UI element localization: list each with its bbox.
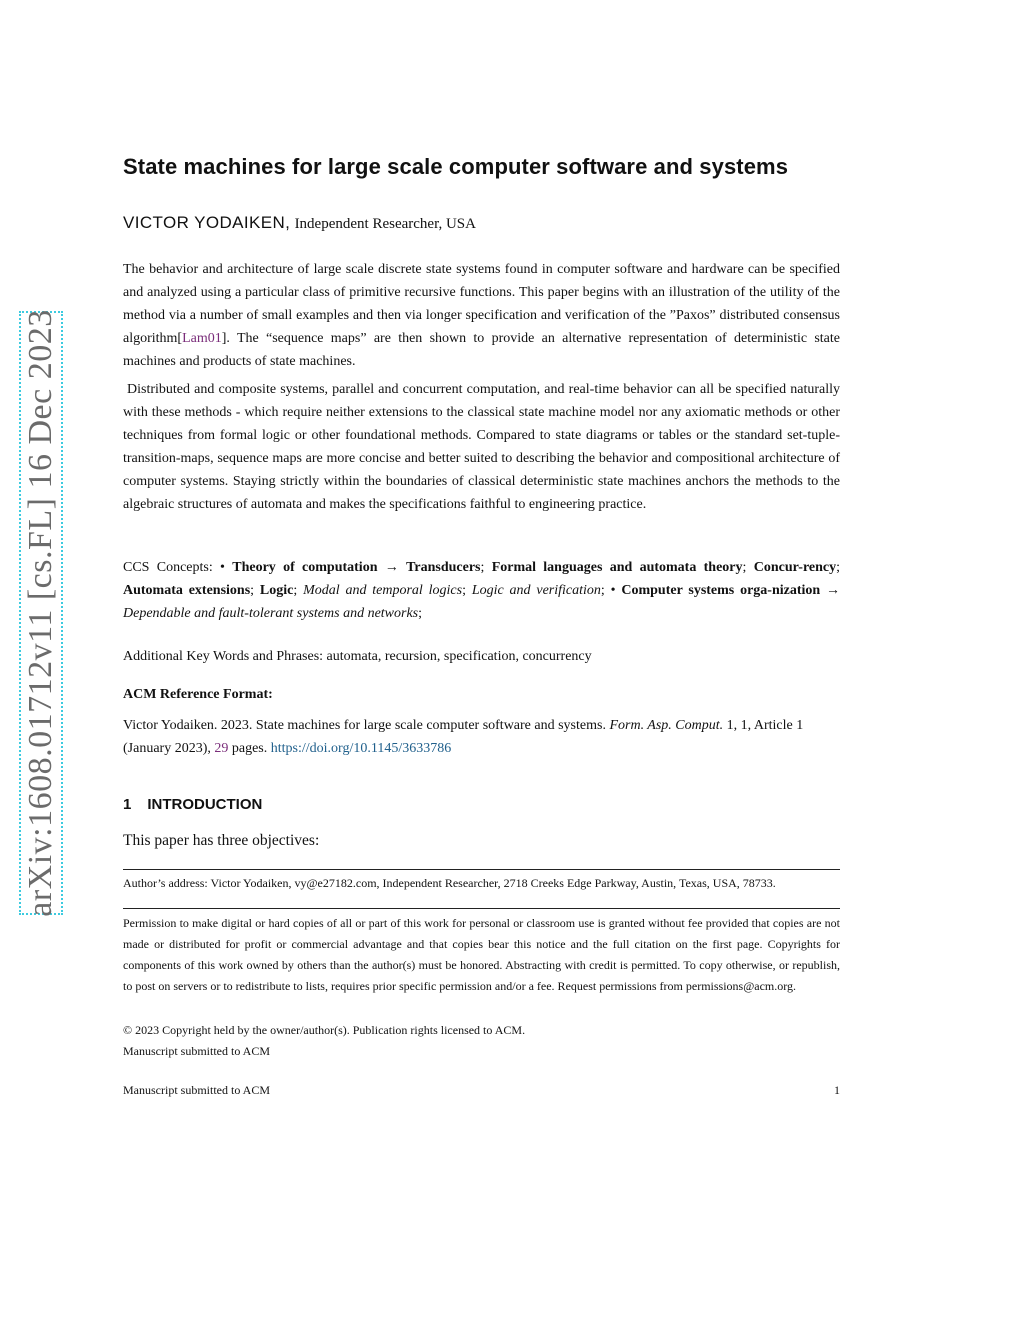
copyright-line: © 2023 Copyright held by the owner/author(s). Publication rights licensed to ACM. xyxy=(123,1023,526,1037)
ccs-term: Concur-rency xyxy=(753,560,837,575)
ccs-term-italic: Dependable and fault-tolerant systems and networks xyxy=(123,606,419,621)
section-title: INTRODUCTION xyxy=(147,796,263,813)
ccs-separator: ; xyxy=(462,583,472,598)
ccs-separator: ; xyxy=(250,583,260,598)
intro-text: This paper has three objectives: xyxy=(123,832,320,849)
ccs-arrow: → xyxy=(377,560,407,575)
ccs-term: Logic xyxy=(259,583,294,598)
arxiv-stamp-text: arXiv:1608.01712v11 [cs.FL] 16 Dec 2023 xyxy=(22,309,59,917)
ccs-term: Formal languages and automata theory xyxy=(491,560,743,575)
ccs-separator: ; xyxy=(836,560,841,575)
keywords: Additional Key Words and Phrases: automata, recursion, specification, concurrency xyxy=(123,649,592,664)
ccs-concepts xyxy=(123,556,840,625)
ccs-term: Transducers xyxy=(406,560,481,575)
acm-reference xyxy=(123,714,840,760)
acm-ref-journal: Form. Asp. Comput. xyxy=(609,718,724,733)
citation-link-lam01[interactable]: Lam01 xyxy=(182,331,222,346)
acm-ref-text: 1, 1, Article 1 (January 2023), xyxy=(123,718,804,756)
ccs-term: Theory of computation xyxy=(232,560,378,575)
doi-link[interactable]: https://doi.org/10.1145/3633786 xyxy=(270,741,452,756)
ccs-separator: ; xyxy=(418,606,423,621)
ccs-separator: ; xyxy=(742,560,754,575)
ccs-arrow: → xyxy=(820,583,841,598)
arxiv-stamp xyxy=(19,311,63,915)
abstract-paragraph-2: Distributed and composite systems, parallel and concurrent computation, and real-time behavior can all be specified naturally with these methods - which require neither extensions to the classical state machine model nor any axiomatic methods or other techniques from formal logic or other foundational methods. Compared to state diagrams or tables or the standard set-tuple-transition-maps, sequence maps are more concise and better suited to describing the behavior and compositional architecture of computer systems. Staying strictly within the boundaries of classical deterministic state machines anchors the methods to the algebraic structures of automata and makes the specifications faithful to engineering practice. xyxy=(123,382,840,512)
author-name: VICTOR YODAIKEN, xyxy=(123,213,291,232)
paper-title: State machines for large scale computer software and systems xyxy=(123,154,789,179)
ccs-term-italic: Modal and temporal logics xyxy=(303,583,463,598)
acm-reference-heading: ACM Reference Format: xyxy=(123,687,273,702)
abstract-p1-text-end: ]. The “sequence maps” are then shown to provide an alternative representation of deterministic state machines and products of state machines. xyxy=(123,331,840,369)
ccs-separator: ; xyxy=(480,560,492,575)
permission-rule xyxy=(123,908,840,909)
ccs-label: CCS Concepts: • xyxy=(123,560,233,575)
manuscript-line: Manuscript submitted to ACM xyxy=(123,1044,270,1058)
acm-ref-text: Victor Yodaiken. 2023. State machines for large scale computer software and systems. xyxy=(123,718,610,733)
section-heading xyxy=(123,796,840,813)
permission-text: Permission to make digital or hard copies of all or part of this work for personal or classroom use is granted without fee provided that copies are not made or distributed for profit or commercial advantage and that copies bear this notice and the full citation on the first page. Copyrights for components of this work owned by others than the author(s) must be honored. Abstracting with credit is permitted. To copy otherwise, or republish, to post on servers or to redistribute to lists, requires prior specific permission and/or a fee. Request permissions from permissions@acm.org. xyxy=(123,916,840,993)
ccs-separator: ; • xyxy=(600,583,622,598)
author-line xyxy=(123,213,840,233)
ccs-separator: ; xyxy=(293,583,304,598)
ccs-term: Computer systems orga-nization xyxy=(621,583,821,598)
footer-left: Manuscript submitted to ACM xyxy=(123,1083,270,1097)
page-footer xyxy=(123,1083,840,1098)
abstract-p1-text: The behavior and architecture of large scale discrete state systems found in computer software and hardware can be specified and analyzed using a particular class of primitive recursive functions. This paper begins with an illustration of the utility of the method via a number of small examples and then via longer specification and verification of the ”Paxos” distributed consensus algorithm[ xyxy=(123,262,840,346)
author-address: Author’s address: Victor Yodaiken, vy@e27182.com, Independent Researcher, 2718 Creeks Edge Parkway, Austin, Texas, USA, 78733. xyxy=(123,876,776,890)
page-count-link[interactable]: 29 xyxy=(214,741,229,756)
page-number: 1 xyxy=(834,1083,840,1097)
permission-notice xyxy=(123,913,840,997)
ccs-term: Automata extensions xyxy=(123,583,251,598)
abstract xyxy=(123,258,840,521)
ccs-term-italic: Logic and verification xyxy=(471,583,601,598)
abstract-paragraph-1 xyxy=(123,258,840,373)
footnote-rule xyxy=(123,869,840,870)
acm-ref-text: pages. xyxy=(228,741,271,756)
copyright-block xyxy=(123,1020,840,1062)
section-number: 1 xyxy=(123,796,132,813)
author-affiliation: Independent Researcher, USA xyxy=(294,216,476,232)
